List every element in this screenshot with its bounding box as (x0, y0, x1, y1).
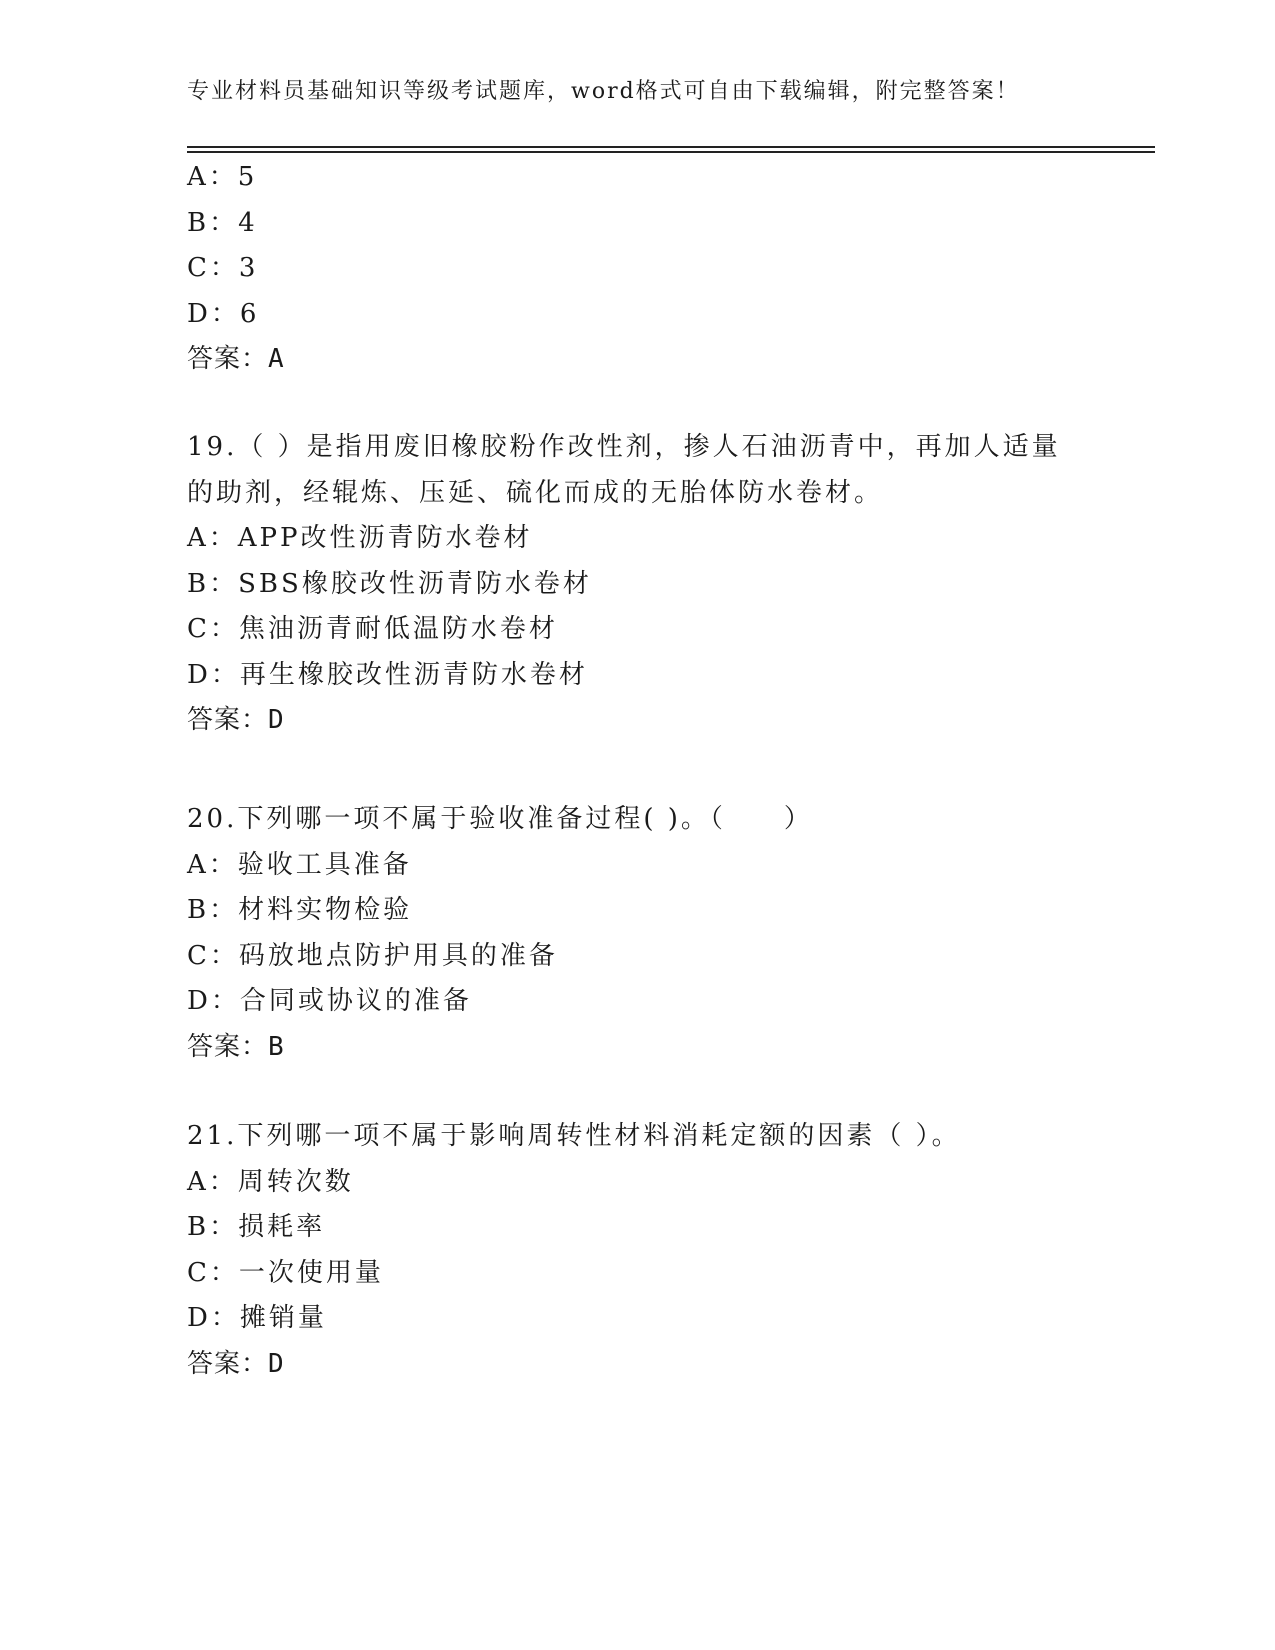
option-c (187, 607, 1087, 653)
option-label: D： (187, 659, 240, 690)
option-label: C： (187, 1257, 239, 1288)
answer-value: B (268, 1031, 285, 1062)
option-d (187, 979, 1087, 1025)
option-text: 码放地点防护用具的准备 (238, 940, 558, 971)
option-a (187, 155, 1087, 201)
document-header: 专业材料员基础知识等级考试题库，word格式可自由下载编辑，附完整答案！ (187, 79, 1020, 104)
option-text: 验收工具准备 (237, 849, 412, 880)
answer-label: 答案： (187, 1031, 269, 1062)
question-19 (187, 425, 1087, 744)
option-label: B： (187, 895, 239, 925)
option-d (187, 1296, 1087, 1342)
option-label: B： (187, 568, 239, 599)
option-label: A： (187, 849, 238, 880)
question-stem-line: 21.下列哪一项不属于影响周转性材料消耗定额的因素（ ）。 (187, 1121, 961, 1151)
option-text: 再生橡胶改性沥青防水卷材 (239, 659, 588, 690)
option-text: 材料实物检验 (238, 895, 413, 925)
answer-label: 答案： (187, 1348, 269, 1379)
option-b (187, 1205, 1087, 1251)
option-label: D： (187, 1303, 240, 1333)
option-label: C： (187, 940, 239, 971)
question-stem-line: 20.下列哪一项不属于验收准备过程( )。（ ） (187, 804, 813, 834)
question-stem-line: 的助剂，经辊炼、压延、硫化而成的无胎体防水卷材。 (187, 477, 884, 508)
answer-label: 答案： (187, 705, 269, 735)
option-label: B： (187, 207, 239, 238)
option-text: 一次使用量 (238, 1257, 384, 1288)
option-a (187, 516, 1087, 562)
option-text: 损耗率 (238, 1212, 326, 1242)
option-d (187, 653, 1087, 699)
answer-value: D (268, 705, 285, 735)
answer-line (187, 1342, 1087, 1388)
question-20 (187, 797, 1087, 1070)
question-21 (187, 1114, 1087, 1387)
option-b (187, 562, 1087, 608)
option-c (187, 1251, 1087, 1297)
option-label: A： (187, 523, 238, 553)
option-text: APP改性沥青防水卷材 (237, 523, 533, 553)
option-text: 4 (238, 207, 258, 238)
option-text: 合同或协议的准备 (239, 986, 472, 1016)
option-text: 6 (239, 298, 260, 329)
option-text: 焦油沥青耐低温防水卷材 (238, 614, 558, 644)
option-d (187, 292, 1087, 338)
header-rule-top (187, 146, 1155, 148)
answer-line (187, 698, 1087, 744)
answer-line (187, 1025, 1087, 1071)
option-a (187, 843, 1087, 889)
option-text: 5 (237, 162, 258, 192)
option-a (187, 1160, 1087, 1206)
option-label: D： (187, 986, 240, 1016)
option-text: 周转次数 (237, 1166, 354, 1197)
option-text: SBS橡胶改性沥青防水卷材 (238, 568, 592, 599)
option-label: A： (187, 162, 238, 192)
option-label: C： (187, 614, 239, 644)
option-text: 摊销量 (239, 1303, 327, 1333)
option-b (187, 201, 1087, 247)
option-label: B： (187, 1212, 239, 1242)
answer-line (187, 337, 1087, 383)
option-label: D： (187, 298, 240, 329)
option-label: A： (187, 1166, 238, 1197)
option-text: 3 (238, 253, 259, 283)
answer-label: 答案： (187, 344, 269, 374)
answer-value: D (268, 1348, 285, 1379)
option-b (187, 888, 1087, 934)
option-c (187, 246, 1087, 292)
question-18-tail (187, 155, 1087, 383)
answer-value: A (268, 344, 285, 374)
option-c (187, 934, 1087, 980)
option-label: C： (187, 253, 239, 283)
question-stem-line: 19.（ ）是指用废旧橡胶粉作改性剂，掺人石油沥青中，再加人适量 (187, 432, 1061, 462)
header-rule-bottom (187, 151, 1155, 153)
